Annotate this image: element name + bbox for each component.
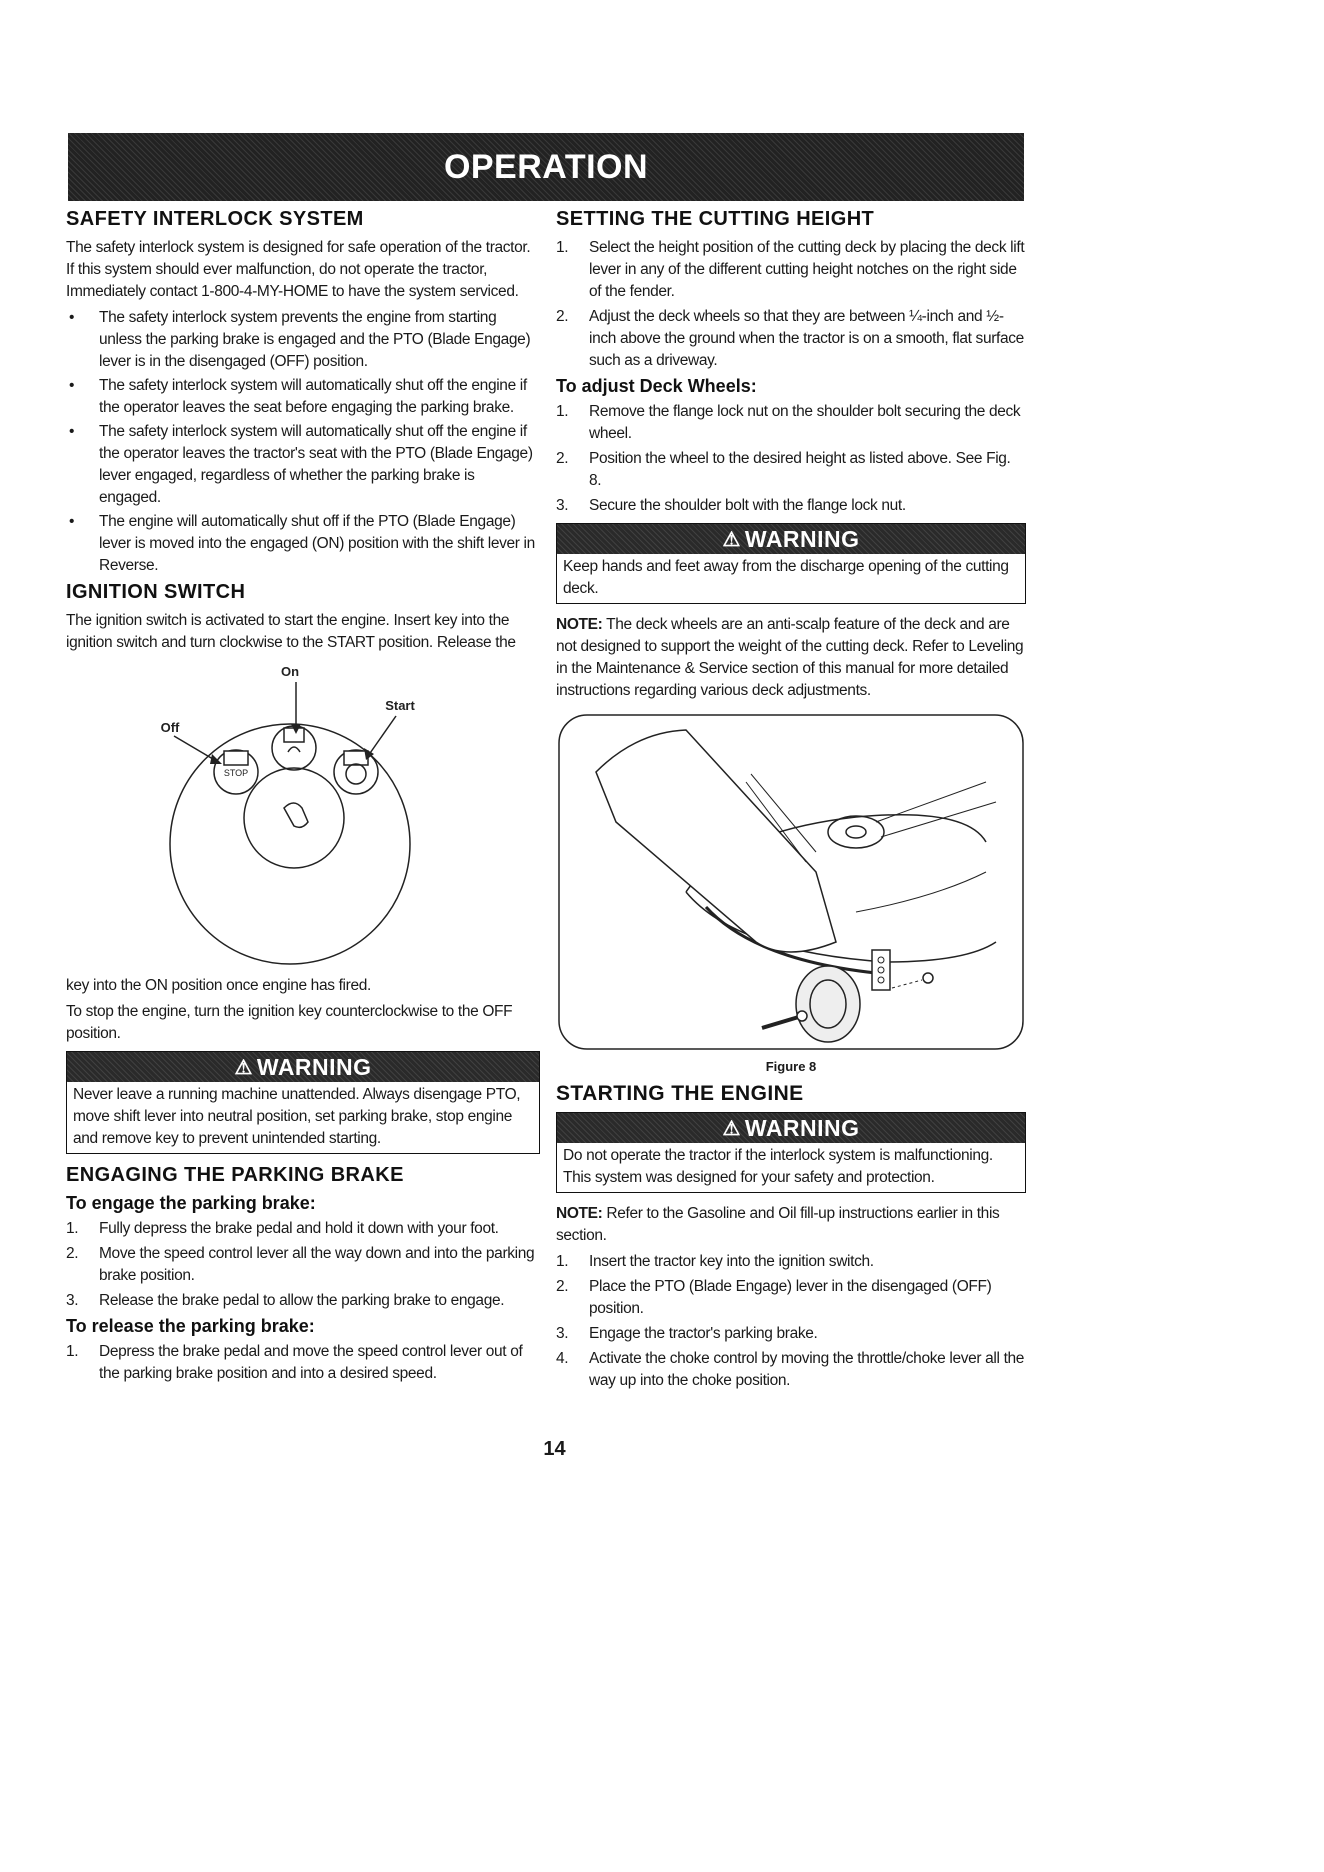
- pulley: [828, 816, 884, 848]
- safety-bullet: • The safety interlock system prevents the engine from starting unless the parking brake is engaged and the PTO (Blade Engage) lever is in the disengaged (OFF) position.: [66, 307, 540, 373]
- wheel-bracket: [872, 950, 890, 990]
- banner-title: OPERATION: [443, 147, 649, 186]
- warning-text: Do not operate the tractor if the interlock system is malfunctioning. This system was designed for your safety and protection.: [563, 1147, 993, 1186]
- engage-step: 3. Release the brake pedal to allow the parking brake to engage.: [66, 1292, 505, 1309]
- safety-heading: SAFETY INTERLOCK SYSTEM: [66, 208, 364, 230]
- engage-steps: [66, 1218, 540, 1312]
- safety-bullet: • The safety interlock system will automatically shut off the engine if the operator leaves the tractor's seat with the PTO (Blade Engage) lever engaged, regardless of whether the parking brake is engaged.: [66, 421, 540, 509]
- ignition-text-1: The ignition switch is activated to start the engine. Insert key into the ignition switch and turn clockwise to the START position. Release the: [66, 612, 516, 651]
- warning-box-unattended: [66, 1051, 540, 1154]
- cutting-step: 1. Select the height position of the cutting deck by placing the deck lift lever in any of the different cutting height notches on the right side of the fender.: [556, 239, 1025, 300]
- deck-step: 2. Position the wheel to the desired height as listed above. See Fig. 8.: [556, 450, 1011, 489]
- shoulder-bolt: [762, 1016, 802, 1028]
- left-column: [66, 208, 540, 1388]
- warning-text: Keep hands and feet away from the discharge opening of the cutting deck.: [563, 558, 1009, 597]
- ignition-text-2: key into the ON position once engine has fired.: [66, 977, 371, 994]
- starting-step: 2. Place the PTO (Blade Engage) lever in the disengaged (OFF) position.: [556, 1278, 992, 1317]
- ignition-heading: IGNITION SWITCH: [66, 581, 246, 603]
- cutting-steps: [556, 237, 1026, 372]
- warning-label: WARNING: [744, 1114, 860, 1141]
- start-pointer: [368, 716, 396, 756]
- starting-note: NOTE: Refer to the Gasoline and Oil fill-up instructions earlier in this section.: [556, 1205, 1000, 1244]
- warning-box-interlock: [556, 1112, 1026, 1193]
- safety-bullets: [66, 307, 540, 577]
- warning-header: [557, 524, 1025, 554]
- deck-step: 1. Remove the flange lock nut on the shoulder bolt securing the deck wheel.: [556, 403, 1021, 442]
- safety-bullet: • The engine will automatically shut off if the PTO (Blade Engage) lever is moved into the engaged (ON) position with the shift lever in Reverse.: [66, 511, 540, 577]
- on-label: On: [280, 664, 300, 679]
- deck-wheel-illustration: [556, 712, 1026, 1052]
- deck-note: NOTE: The deck wheels are an anti-scalp feature of the deck and are not designed to support the weight of the cutting deck. Refer to Leveling in the Maintenance & Service section of this manual for more detailed instructions regarding various deck adjustments.: [556, 616, 1024, 699]
- engage-step: 2. Move the speed control lever all the way down and into the parking brake position.: [66, 1245, 535, 1284]
- safety-intro: The safety interlock system is designed for safe operation of the tractor. If this system should ever malfunction, do not operate the tractor, Immediately contact 1-800-4-MY-HOME to have the system serviced.: [66, 239, 531, 300]
- flange-lock-nut: [923, 973, 933, 983]
- release-steps: [66, 1341, 540, 1385]
- start-label: Start: [385, 698, 415, 713]
- page-number: 14: [543, 1438, 566, 1460]
- safety-bullet: • The safety interlock system will automatically shut off the engine if the operator leaves the seat before engaging the parking brake.: [66, 375, 540, 419]
- key-slot-icon: [284, 803, 308, 827]
- starting-step: 4. Activate the choke control by moving the throttle/choke lever all the way up into the choke position.: [556, 1350, 1025, 1389]
- off-label: Off: [160, 720, 180, 735]
- release-heading: To release the parking brake:: [66, 1316, 315, 1336]
- warning-label: WARNING: [744, 525, 860, 552]
- starting-heading: STARTING THE ENGINE: [556, 1082, 804, 1105]
- deck-step: 3. Secure the shoulder bolt with the flange lock nut.: [556, 497, 906, 514]
- deck-steps: [556, 401, 1026, 517]
- engage-heading: To engage the parking brake:: [66, 1193, 316, 1213]
- warning-header: [67, 1052, 539, 1082]
- deck-wheels-heading: To adjust Deck Wheels:: [556, 376, 757, 396]
- starting-step: 1. Insert the tractor key into the ignition switch.: [556, 1253, 874, 1270]
- note-label: NOTE:: [556, 1205, 603, 1222]
- ignition-switch-svg: [66, 658, 540, 970]
- engage-step: 1. Fully depress the brake pedal and hold it down with your foot.: [66, 1220, 499, 1237]
- cutting-step: 2. Adjust the deck wheels so that they are between ¼-inch and ½-inch above the ground when the tractor is on a smooth, flat surface such as a driveway.: [556, 308, 1024, 369]
- warning-triangle-icon: ⚠: [722, 528, 741, 551]
- figure-8: [556, 712, 1026, 1074]
- section-banner: [68, 133, 1024, 201]
- warning-text: Never leave a running machine unattended. Always disengage PTO, move shift lever into neutral position, set parking brake, stop engine and remove key to prevent unintended starting.: [73, 1086, 521, 1147]
- warning-box-discharge: [556, 523, 1026, 604]
- ignition-text-3: To stop the engine, turn the ignition key counterclockwise to the OFF position.: [66, 1003, 513, 1042]
- right-column: [556, 208, 1026, 1395]
- stop-label: STOP: [223, 768, 249, 778]
- warning-triangle-icon: ⚠: [722, 1117, 741, 1140]
- release-step: 1. Depress the brake pedal and move the speed control lever out of the parking brake position and into a desired speed.: [66, 1343, 523, 1382]
- warning-header: [557, 1113, 1025, 1143]
- starting-steps: [556, 1251, 1026, 1392]
- ignition-switch-diagram: [66, 658, 540, 975]
- cutting-heading: SETTING THE CUTTING HEIGHT: [556, 208, 875, 230]
- warning-triangle-icon: ⚠: [234, 1056, 253, 1079]
- starting-step: 3. Engage the tractor's parking brake.: [556, 1325, 818, 1342]
- warning-label: WARNING: [256, 1053, 372, 1080]
- switch-key-ring: [244, 768, 344, 868]
- note-label: NOTE:: [556, 616, 603, 633]
- parking-heading: ENGAGING THE PARKING BRAKE: [66, 1164, 404, 1186]
- deck-wheel: [796, 966, 860, 1042]
- figure-caption: Figure 8: [765, 1059, 817, 1074]
